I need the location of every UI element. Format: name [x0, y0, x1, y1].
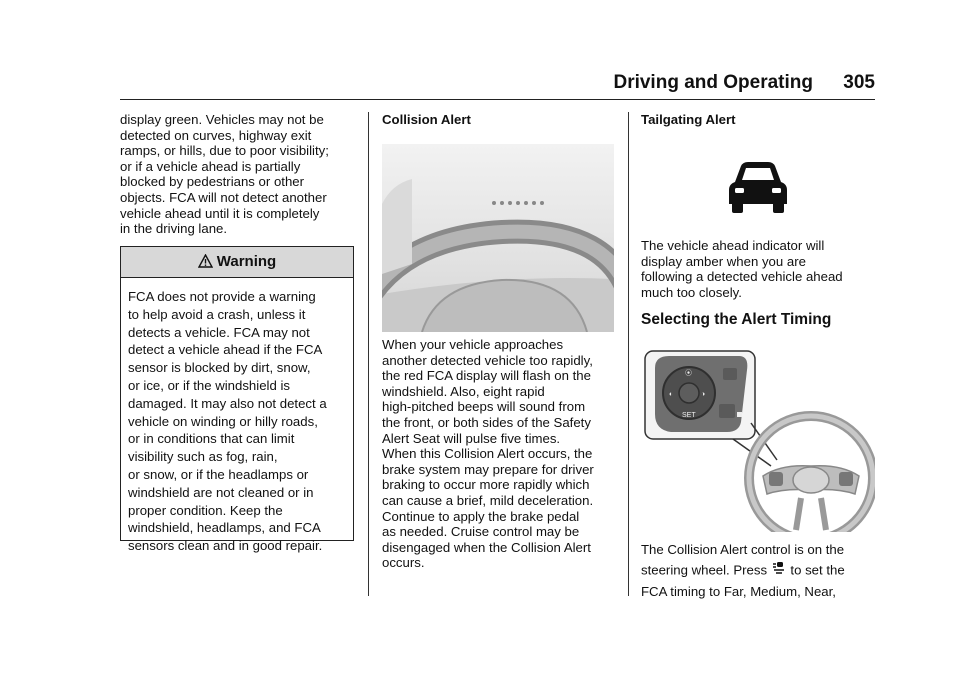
body-line: When your vehicle approaches [382, 337, 564, 352]
warning-line: sensors clean and in good repair. [128, 538, 323, 554]
column-divider [628, 112, 629, 596]
collision-alert-illustration [382, 144, 614, 332]
svg-text:◐: ◐ [669, 391, 674, 398]
body-line: as needed. Cruise control may be [382, 524, 580, 540]
warning-line: or ice, or if the windshield is [128, 377, 290, 393]
steering-wheel-illustration [641, 348, 875, 532]
body-line: ramps, or hills, due to poor visibility; [120, 143, 329, 159]
svg-text:◑: ◑ [701, 391, 706, 398]
warning-line: damaged. It may also not detect a [128, 395, 327, 411]
warning-line: visibility such as fog, rain, [128, 449, 278, 465]
body-line: can cause a brief, mild deceleration. [382, 492, 594, 508]
body-line: Continue to apply the brake pedal [382, 508, 580, 524]
warning-line: detect a vehicle ahead if the FCA [128, 342, 323, 358]
body-line: Alert Seat will pulse five times. [382, 430, 561, 446]
column-3 [641, 112, 875, 599]
body-line: another detected vehicle too rapidly, [382, 352, 593, 368]
body-line: occurs. [382, 555, 425, 571]
column-2 [382, 112, 618, 571]
body-line: FCA timing to Far, Medium, Near, [641, 584, 836, 599]
set-label: SET [682, 412, 696, 419]
warning-title: Warning [216, 253, 277, 271]
warning-body [121, 278, 353, 555]
body-line: brake system may prepare for driver [382, 461, 594, 477]
body-line: high-pitched beeps will sound from [382, 399, 586, 415]
alert-control-text [641, 540, 875, 602]
warning-box [120, 246, 354, 554]
body-line: vehicle ahead until it is completely [120, 205, 320, 221]
body-line: braking to occur more rapidly which [382, 477, 590, 493]
body-line: objects. FCA will not detect another [120, 189, 327, 205]
column-1 [120, 112, 356, 554]
body-line: the red FCA display will flash on the [382, 368, 591, 384]
warning-line: to help avoid a crash, unless it [128, 306, 306, 322]
body-line: the front, or both sides of the Safety [382, 414, 591, 430]
body-line: or if a vehicle ahead is partially [120, 158, 301, 174]
body-line [641, 560, 875, 582]
page-number: 305 [843, 72, 875, 93]
section-title: Driving and Operating [613, 72, 813, 93]
body-line: The Collision Alert control is on the [641, 542, 845, 557]
subheading-tailgating-alert: Tailgating Alert [641, 112, 736, 127]
body-text: to set the [790, 562, 845, 578]
warning-line: windshield are not cleaned or in [128, 484, 314, 500]
body-line: blocked by pedestrians or other [120, 174, 305, 190]
warning-symbol-icon [198, 254, 213, 271]
vehicle-ahead-icon [727, 160, 789, 218]
column-divider [368, 112, 369, 596]
svg-text:⦿: ⦿ [685, 370, 692, 377]
warning-line: FCA does not provide a warning [128, 289, 316, 304]
header-rule [120, 99, 875, 100]
body-line: much too closely. [641, 284, 742, 300]
body-line: When this Collision Alert occurs, the [382, 446, 593, 462]
tailgating-alert-text [641, 238, 875, 300]
warning-line: vehicle on winding or hilly roads, [128, 413, 318, 429]
body-line: display amber when you are [641, 253, 806, 269]
warning-header [121, 247, 353, 278]
body-line: detected on curves, highway exit [120, 127, 312, 143]
body-text: steering wheel. Press [641, 562, 768, 578]
warning-line: sensor is blocked by dirt, snow, [128, 360, 311, 376]
body-line: display green. Vehicles may not be [120, 112, 324, 127]
body-line: windshield. Also, eight rapid [382, 383, 545, 399]
warning-line: detects a vehicle. FCA may not [128, 324, 310, 340]
warning-line: or in conditions that can limit [128, 431, 295, 447]
body-line: disengaged when the Collision Alert [382, 539, 591, 555]
collision-alert-timing-icon [771, 560, 787, 582]
collision-alert-text [382, 337, 618, 571]
warning-line: or snow, or if the headlamps or [128, 466, 309, 482]
body-line: The vehicle ahead indicator will [641, 238, 825, 253]
page-header [120, 72, 875, 96]
section-heading-alert-timing: Selecting the Alert Timing [641, 311, 832, 328]
alert-dots [492, 201, 544, 205]
warning-line: proper condition. Keep the [128, 502, 283, 518]
subheading-collision-alert: Collision Alert [382, 112, 471, 127]
body-line: in the driving lane. [120, 221, 228, 237]
warning-line: windshield, headlamps, and FCA [128, 520, 321, 536]
body-line: following a detected vehicle ahead [641, 269, 843, 285]
